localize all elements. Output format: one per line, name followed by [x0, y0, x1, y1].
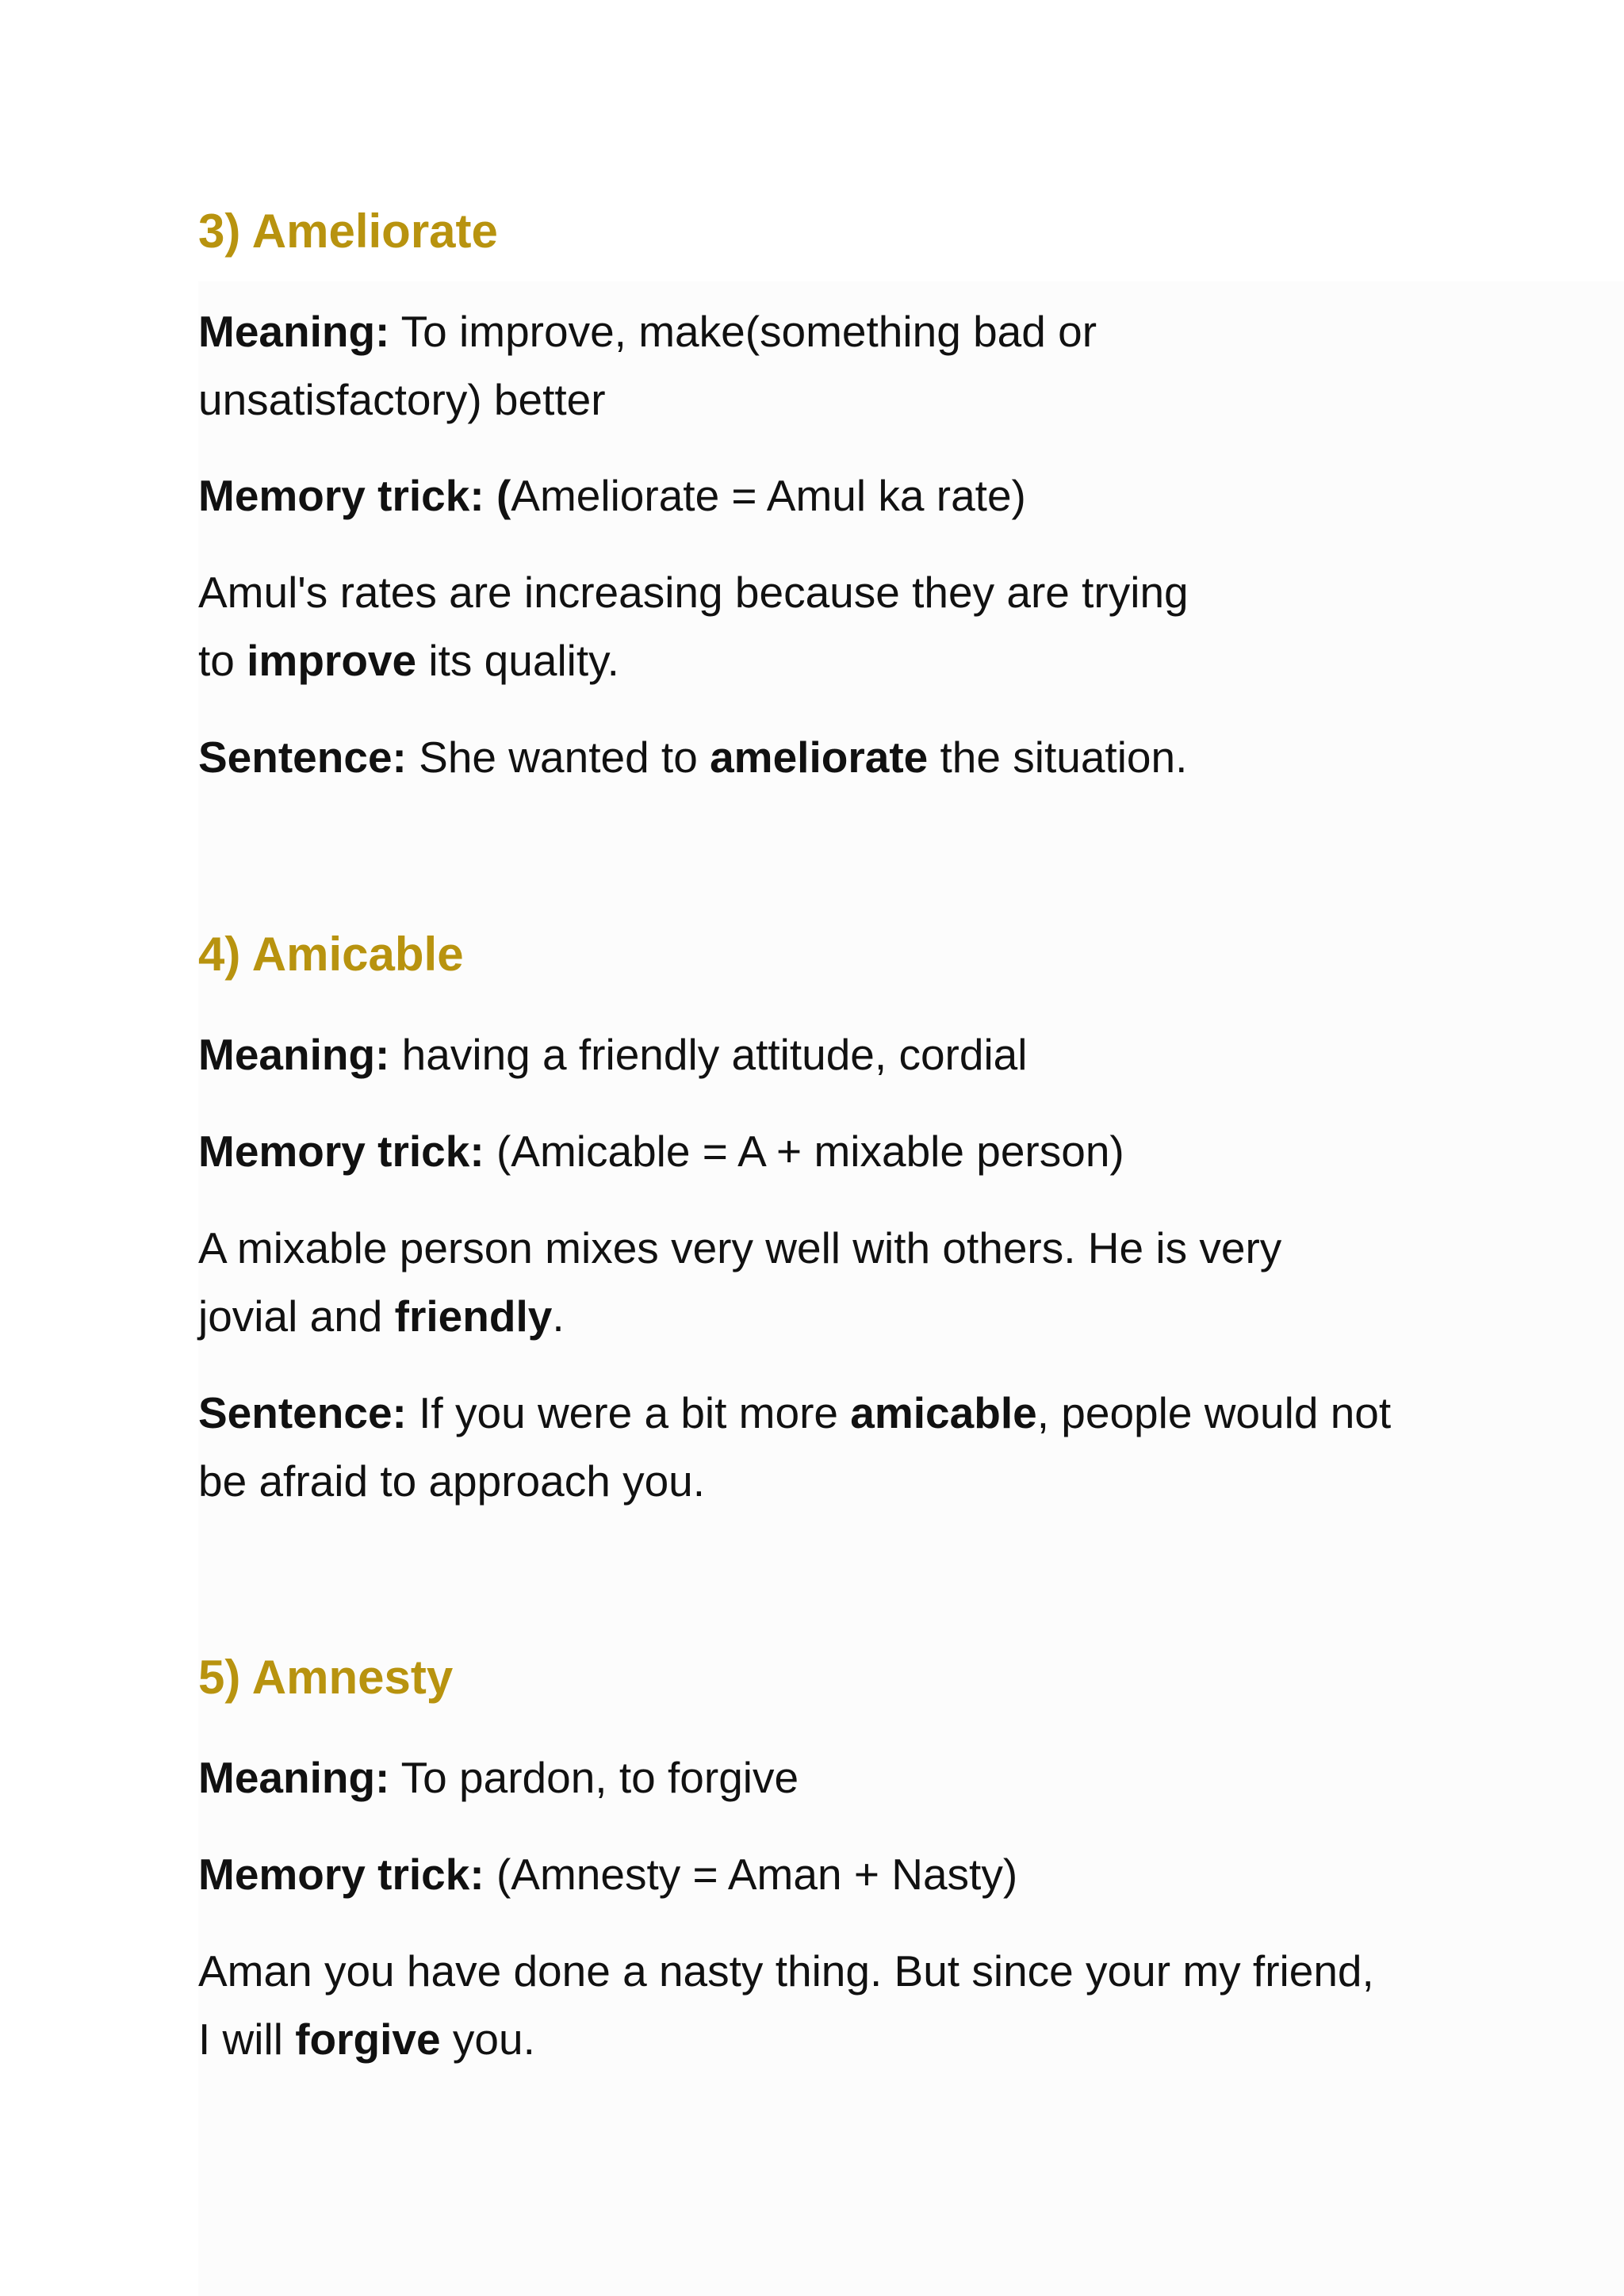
sentence-keyword: amicable [850, 1388, 1037, 1437]
meaning-label: Meaning: [198, 1030, 390, 1079]
memory-trick-line [198, 1840, 1017, 1908]
memory-trick-line [198, 1117, 1124, 1185]
story-text-end: . [552, 1292, 565, 1341]
sentence-text: If you were a bit more [406, 1388, 851, 1437]
sentence-text: She wanted to [406, 733, 710, 782]
trick-story-line-continued [198, 1282, 565, 1350]
sentence-keyword: ameliorate [710, 733, 929, 782]
sentence-text-end: , people would not [1036, 1388, 1392, 1437]
memory-trick-label: Memory trick: ( [198, 471, 511, 520]
sentence-line [198, 1379, 1391, 1447]
meaning-text: To improve, make(something bad or [389, 307, 1097, 356]
story-text: to [198, 636, 247, 685]
word-heading: 4) Amicable [198, 928, 464, 981]
meaning-label: Meaning: [198, 1753, 390, 1802]
trick-story-line-continued [198, 2005, 535, 2073]
story-keyword: improve [247, 636, 417, 685]
sentence-line [198, 723, 1187, 791]
trick-story-line: Amul's rates are increasing because they are trying [198, 568, 1189, 617]
sentence-label: Sentence: [198, 733, 407, 782]
memory-trick-text: (Amicable = A + mixable person) [484, 1127, 1124, 1176]
trick-story-line: Aman you have done a nasty thing. But since your my friend, [198, 1946, 1374, 1996]
word-heading: 5) Amnesty [198, 1651, 454, 1704]
memory-trick-label: Memory trick: [198, 1850, 485, 1899]
meaning-text: To pardon, to forgive [389, 1753, 799, 1802]
memory-trick-text: (Amnesty = Aman + Nasty) [484, 1850, 1018, 1899]
meaning-line-continued: unsatisfactory) better [198, 375, 606, 424]
memory-trick-text: Ameliorate = Amul ka rate) [511, 471, 1026, 520]
sentence-line-continued: be afraid to approach you. [198, 1456, 706, 1506]
meaning-line [198, 1020, 1027, 1089]
meaning-label: Meaning: [198, 307, 390, 356]
meaning-line [198, 1743, 799, 1812]
memory-trick-line [198, 461, 1026, 530]
trick-story-line-continued [198, 626, 619, 695]
sentence-text-end: the situation. [928, 733, 1188, 782]
trick-story-line: A mixable person mixes very well with others. He is very [198, 1223, 1282, 1272]
story-text: I will [198, 2015, 296, 2064]
memory-trick-label: Memory trick: [198, 1127, 485, 1176]
sentence-label: Sentence: [198, 1388, 407, 1437]
story-text-end: its quality. [416, 636, 619, 685]
word-heading: 3) Ameliorate [198, 205, 498, 258]
story-keyword: forgive [295, 2015, 441, 2064]
story-keyword: friendly [394, 1292, 553, 1341]
meaning-text: having a friendly attitude, cordial [389, 1030, 1028, 1079]
meaning-line [198, 297, 1097, 365]
story-text-end: you. [440, 2015, 535, 2064]
story-text: jovial and [198, 1292, 395, 1341]
